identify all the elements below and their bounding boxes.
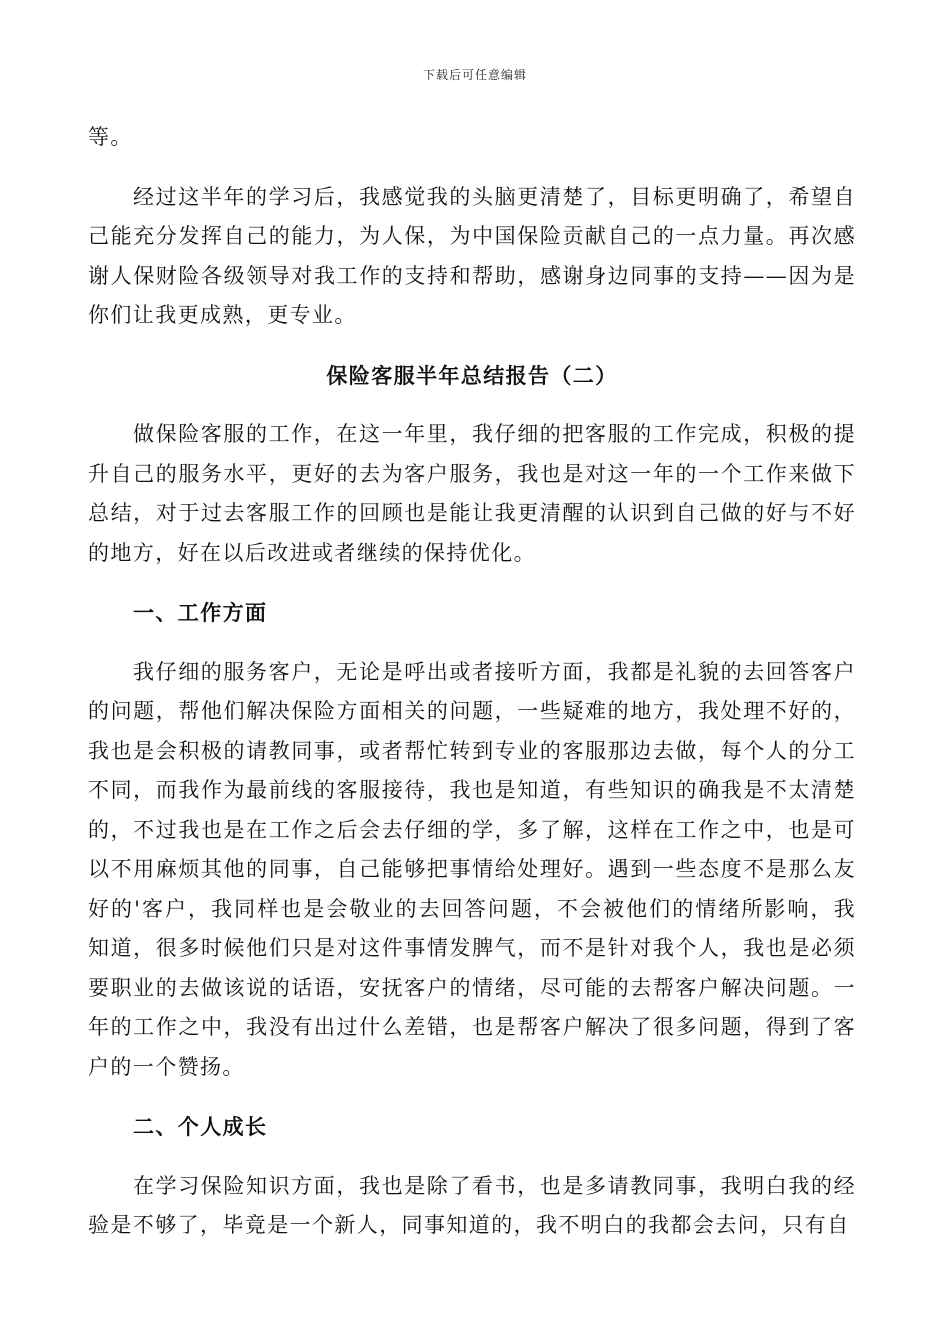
document-body [88,118,856,1246]
paragraph-growth: 在学习保险知识方面，我也是除了看书，也是多请教同事，我明白我的经验是不够了，毕竟是一个新人，同事知道的，我不明白的我都会去问，只有自 [88,1173,856,1237]
page-header-note: 下载后可任意编辑 [422,68,527,82]
heading-growth: 二、个人成长 [133,1114,268,1139]
paragraph-continuation: 等。 [88,125,133,149]
paragraph-work: 我仔细的服务客户，无论是呼出或者接听方面，我都是礼貌的去回答客户的问题，帮他们解决保险方面相关的问题，一些疑难的地方，我处理不好的，我也是会积极的请教同事，或者帮忙转到专业的客服那边去做，每个人的分工不同，而我作为最前线的客服接待，我也是知道，有些知识的确我是不太清楚的，不过我也是在工作之后会去仔细的学，多了解，这样在工作之中，也是可以不用麻烦其他的同事，自己能够把事情给处理好。遇到一些态度不是那么友好的'客户，我同样也是会敬业的去回答问题，不会被他们的情绪所影响，我知道，很多时候他们只是对这件事情发脾气，而不是针对我个人，我也是必须要职业的去做该说的话语，安抚客户的情绪，尽可能的去帮客户解决问题。一年的工作之中，我没有出过什么差错，也是帮客户解决了很多问题，得到了客户的一个赞扬。 [88,659,856,1079]
heading-work: 一、工作方面 [133,600,268,625]
section-title: 保险客服半年总结报告（二） [326,362,618,388]
paragraph-intro: 做保险客服的工作，在这一年里，我仔细的把客服的工作完成，积极的提升自己的服务水平，更好的去为客户服务，我也是对这一年的一个工作来做下总结，对于过去客服工作的回顾也是能让我更清醒的认识到自己做的好与不好的地方，好在以后改进或者继续的保持优化。 [88,422,856,565]
paragraph-conclusion: 经过这半年的学习后，我感觉我的头脑更清楚了，目标更明确了，希望自己能充分发挥自己的能力，为人保，为中国保险贡献自己的一点力量。再次感谢人保财险各级领导对我工作的支持和帮助，感谢身边同事的支持——因为是你们让我更成熟，更专业。 [88,184,856,327]
